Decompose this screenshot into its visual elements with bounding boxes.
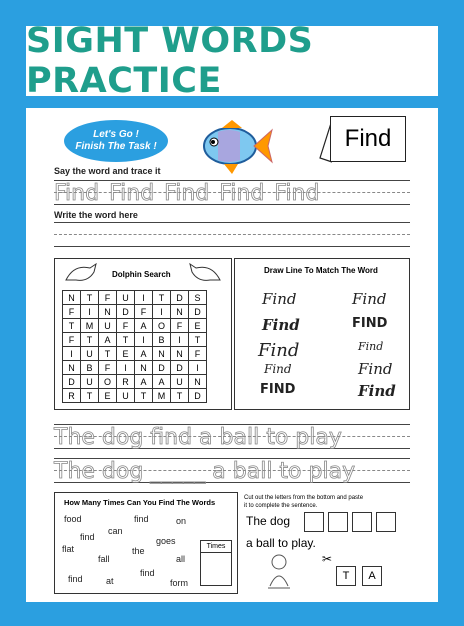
grid-cell[interactable]: N (189, 375, 207, 389)
grid-cell[interactable]: E (189, 319, 207, 333)
trace-word: Find (54, 180, 100, 206)
girl-doodle-icon (262, 552, 296, 592)
count-word: can (108, 526, 123, 536)
sight-word-card: Find (330, 116, 406, 162)
match-left-word[interactable]: Find (258, 340, 300, 361)
grid-cell[interactable]: D (189, 389, 207, 403)
grid-cell[interactable]: T (171, 389, 189, 403)
cut-instruction-line: it to complete the sentence. (244, 503, 318, 509)
grid-cell[interactable]: F (135, 305, 153, 319)
blank-sentence[interactable]: The dog _____ a ball to play (54, 458, 356, 484)
grid-row (63, 347, 207, 361)
match-left-word[interactable]: FIND (260, 382, 296, 397)
grid-cell[interactable]: I (63, 347, 81, 361)
count-word: find (80, 532, 95, 542)
grid-row (63, 319, 207, 333)
grid-cell[interactable]: D (189, 305, 207, 319)
times-label: Times (201, 541, 231, 553)
count-word: find (140, 568, 155, 578)
grid-cell[interactable]: M (81, 319, 99, 333)
match-title: Draw Line To Match The Word (264, 266, 378, 275)
grid-cell[interactable]: A (135, 347, 153, 361)
paste-slot[interactable] (352, 512, 372, 532)
cutout-letter[interactable]: A (362, 566, 382, 586)
fish-icon (200, 118, 274, 176)
trace-label: Say the word and trace it (54, 166, 161, 176)
grid-cell[interactable]: F (63, 305, 81, 319)
grid-cell[interactable]: F (117, 319, 135, 333)
cut-sentence-start: The dog (246, 514, 291, 528)
grid-cell[interactable]: T (135, 389, 153, 403)
grid-cell[interactable]: U (81, 375, 99, 389)
grid-cell[interactable]: D (63, 375, 81, 389)
grid-cell[interactable]: A (99, 333, 117, 347)
count-word: find (134, 514, 149, 524)
grid-cell[interactable]: T (81, 333, 99, 347)
match-right-word[interactable]: FIND (352, 316, 388, 331)
grid-cell[interactable]: I (189, 361, 207, 375)
write-top-line (54, 222, 410, 223)
badge-line2: Finish The Task ! (75, 141, 157, 152)
cut-sentence-end: a ball to play. (246, 536, 316, 550)
header-banner (26, 21, 438, 101)
grid-cell[interactable]: E (99, 389, 117, 403)
count-word: at (106, 576, 114, 586)
count-word: the (132, 546, 145, 556)
match-right-word[interactable]: Find (358, 382, 396, 400)
grid-cell[interactable]: T (189, 333, 207, 347)
count-word: goes (156, 536, 176, 546)
grid-cell[interactable]: B (81, 361, 99, 375)
paste-slot[interactable] (304, 512, 324, 532)
write-base-line[interactable] (54, 246, 410, 247)
grid-cell[interactable]: U (81, 347, 99, 361)
grid-cell[interactable]: T (81, 389, 99, 403)
grid-cell[interactable]: R (63, 389, 81, 403)
count-word: flat (62, 544, 75, 554)
cut-instruction-line: Cut out the letters from the bottom and paste (244, 495, 364, 501)
grid-cell[interactable]: A (135, 375, 153, 389)
count-word: form (170, 578, 188, 588)
dolphin-icon (188, 260, 222, 286)
match-left-word[interactable]: Find (262, 290, 297, 308)
grid-cell[interactable]: I (135, 291, 153, 305)
grid-cell[interactable]: U (99, 319, 117, 333)
grid-cell[interactable]: D (153, 361, 171, 375)
grid-cell[interactable]: A (153, 375, 171, 389)
grid-cell[interactable]: T (153, 291, 171, 305)
grid-cell[interactable]: U (117, 291, 135, 305)
grid-cell[interactable]: I (117, 361, 135, 375)
grid-cell[interactable]: D (171, 291, 189, 305)
grid-cell[interactable]: I (81, 305, 99, 319)
grid-cell[interactable]: T (99, 347, 117, 361)
trace-word: Find (219, 180, 265, 206)
count-word: on (176, 516, 187, 526)
cut-instructions (244, 494, 363, 510)
grid-cell[interactable]: B (153, 333, 171, 347)
write-mid-line (54, 234, 410, 235)
grid-cell[interactable]: I (135, 333, 153, 347)
grid-cell[interactable]: F (63, 333, 81, 347)
count-word: find (68, 574, 83, 584)
grid-cell[interactable]: O (99, 375, 117, 389)
paste-slot[interactable] (376, 512, 396, 532)
match-right-word[interactable]: Find (358, 340, 384, 353)
grid-row (63, 389, 207, 403)
trace-word: Find (164, 180, 210, 206)
grid-cell[interactable]: T (117, 333, 135, 347)
grid-cell[interactable]: N (63, 291, 81, 305)
trace-word: Find (109, 180, 155, 206)
trace-word: Find (274, 180, 320, 206)
grid-cell[interactable]: I (153, 305, 171, 319)
dolphin-search-title: Dolphin Search (112, 270, 171, 279)
grid-cell[interactable]: N (153, 347, 171, 361)
grid-cell[interactable]: N (135, 361, 153, 375)
match-right-word[interactable]: Find (358, 360, 393, 378)
grid-cell[interactable]: I (171, 333, 189, 347)
grid-row (63, 291, 207, 305)
grid-cell[interactable]: D (117, 305, 135, 319)
grid-row (63, 361, 207, 375)
badge-line1: Let's Go ! (93, 129, 139, 140)
count-word: all (176, 554, 186, 564)
badge-bubble (64, 120, 168, 162)
match-left-word[interactable]: Find (262, 316, 300, 334)
trace-sentence[interactable]: The dog find a ball to play (54, 424, 342, 450)
write-label: Write the word here (54, 210, 138, 220)
paste-slot[interactable] (328, 512, 348, 532)
grid-row (63, 333, 207, 347)
count-word: food (64, 514, 82, 524)
grid-row (63, 305, 207, 319)
grid-cell[interactable]: N (171, 347, 189, 361)
grid-cell[interactable]: O (153, 319, 171, 333)
grid-cell[interactable]: R (117, 375, 135, 389)
dolphin-icon (64, 260, 98, 286)
grid-cell[interactable]: A (135, 319, 153, 333)
grid-cell[interactable]: F (171, 319, 189, 333)
scissors-icon: ✂ (322, 552, 333, 566)
page-title: SIGHT WORDS PRACTICE (26, 21, 314, 101)
grid-cell[interactable]: N (171, 305, 189, 319)
match-left-word[interactable]: Find (264, 362, 292, 376)
grid-cell[interactable]: F (99, 361, 117, 375)
cutout-letter[interactable]: T (336, 566, 356, 586)
grid-cell[interactable]: M (153, 389, 171, 403)
grid-cell[interactable]: N (63, 361, 81, 375)
grid-cell[interactable]: F (99, 291, 117, 305)
grid-row (63, 375, 207, 389)
trace-row[interactable] (54, 180, 410, 206)
grid-cell[interactable]: S (189, 291, 207, 305)
word-search-grid[interactable] (62, 290, 207, 403)
grid-cell[interactable]: U (117, 389, 135, 403)
match-right-word[interactable]: Find (352, 290, 387, 308)
grid-cell[interactable]: T (63, 319, 81, 333)
grid-cell[interactable]: N (99, 305, 117, 319)
count-title: How Many Times Can You Find The Words (64, 498, 216, 507)
grid-cell[interactable]: T (81, 291, 99, 305)
grid-cell[interactable]: E (117, 347, 135, 361)
grid-cell[interactable]: F (189, 347, 207, 361)
count-word: fall (98, 554, 110, 564)
times-box[interactable] (200, 540, 232, 586)
grid-cell[interactable]: U (171, 375, 189, 389)
grid-cell[interactable]: D (171, 361, 189, 375)
